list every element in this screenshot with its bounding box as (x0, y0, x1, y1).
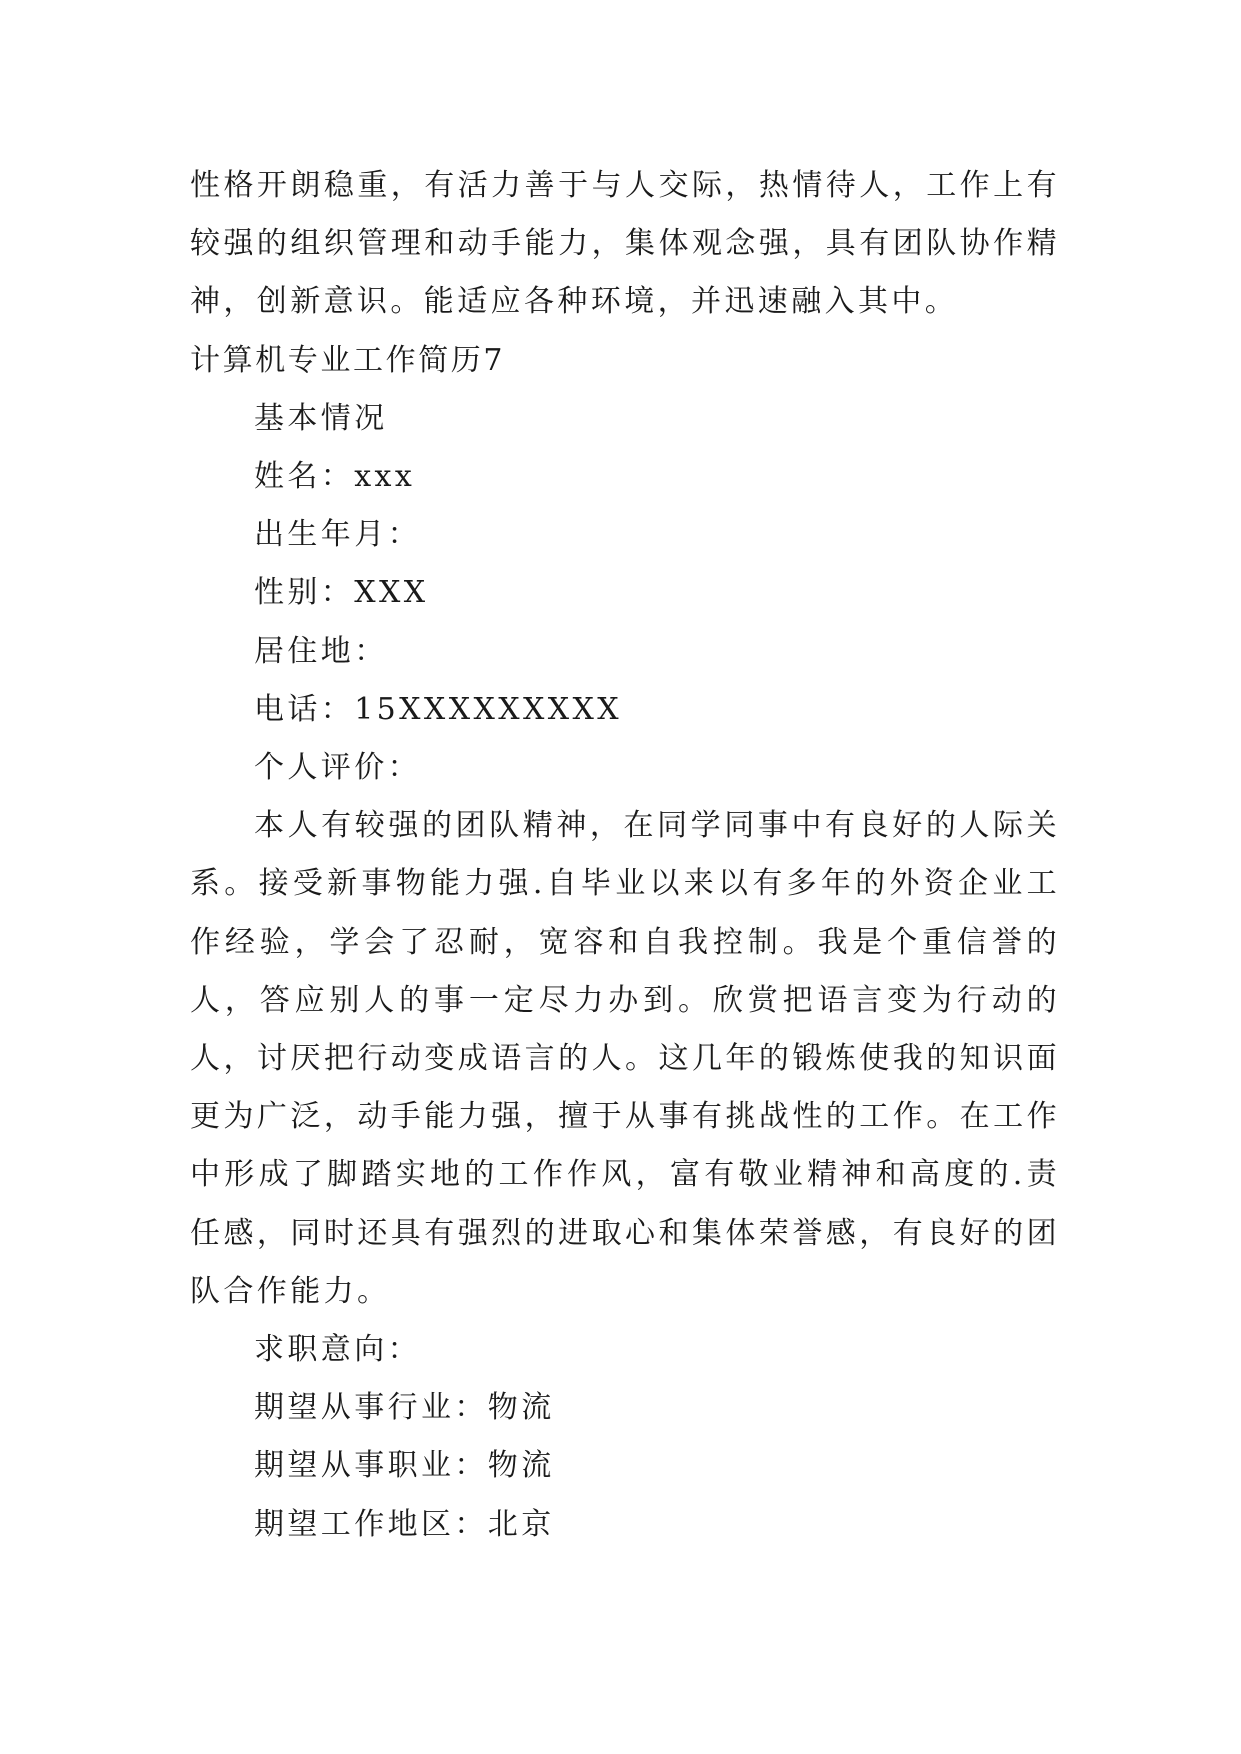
name-field: 姓名：xxx (254, 459, 416, 495)
gender-field: 性别：XXX (254, 575, 429, 611)
evaluation-heading: 个人评价： (254, 750, 421, 786)
birth-field: 出生年月： (254, 517, 421, 553)
job-intention-heading: 求职意向： (254, 1332, 421, 1368)
position-field: 期望从事职业：物流 (254, 1448, 555, 1484)
industry-field: 期望从事行业：物流 (254, 1390, 555, 1426)
document-page (190, 157, 1060, 1554)
phone-field: 电话：15XXXXXXXXX (254, 691, 622, 727)
intro-paragraph: 性格开朗稳重，有活力善于与人交际，热情待人，工作上有较强的组织管理和动手能力，集体观念强，具有团队协作精神，创新意识。能适应各种环境，并迅速融入其中。 (190, 168, 1060, 320)
location-field: 期望工作地区：北京 (254, 1506, 555, 1542)
resume-title: 计算机专业工作简历7 (190, 342, 506, 378)
evaluation-paragraph: 本人有较强的团队精神，在同学同事中有良好的人际关系。接受新事物能力强.自毕业以来以有多年的外资企业工作经验，学会了忍耐，宽容和自我控制。我是个重信誉的人，答应别人的事一定尽力办到。欣赏把语言变为行动的人，讨厌把行动变成语言的人。这几年的锻炼使我的知识面更为广泛，动手能力强，擅于从事有挑战性的工作。在工作中形成了脚踏实地的工作作风，富有敬业精神和高度的.责任感，同时还具有强烈的进取心和集体荣誉感，有良好的团队合作能力。 (190, 808, 1060, 1309)
residence-field: 居住地： (254, 633, 388, 669)
basic-info-heading: 基本情况 (254, 400, 388, 436)
